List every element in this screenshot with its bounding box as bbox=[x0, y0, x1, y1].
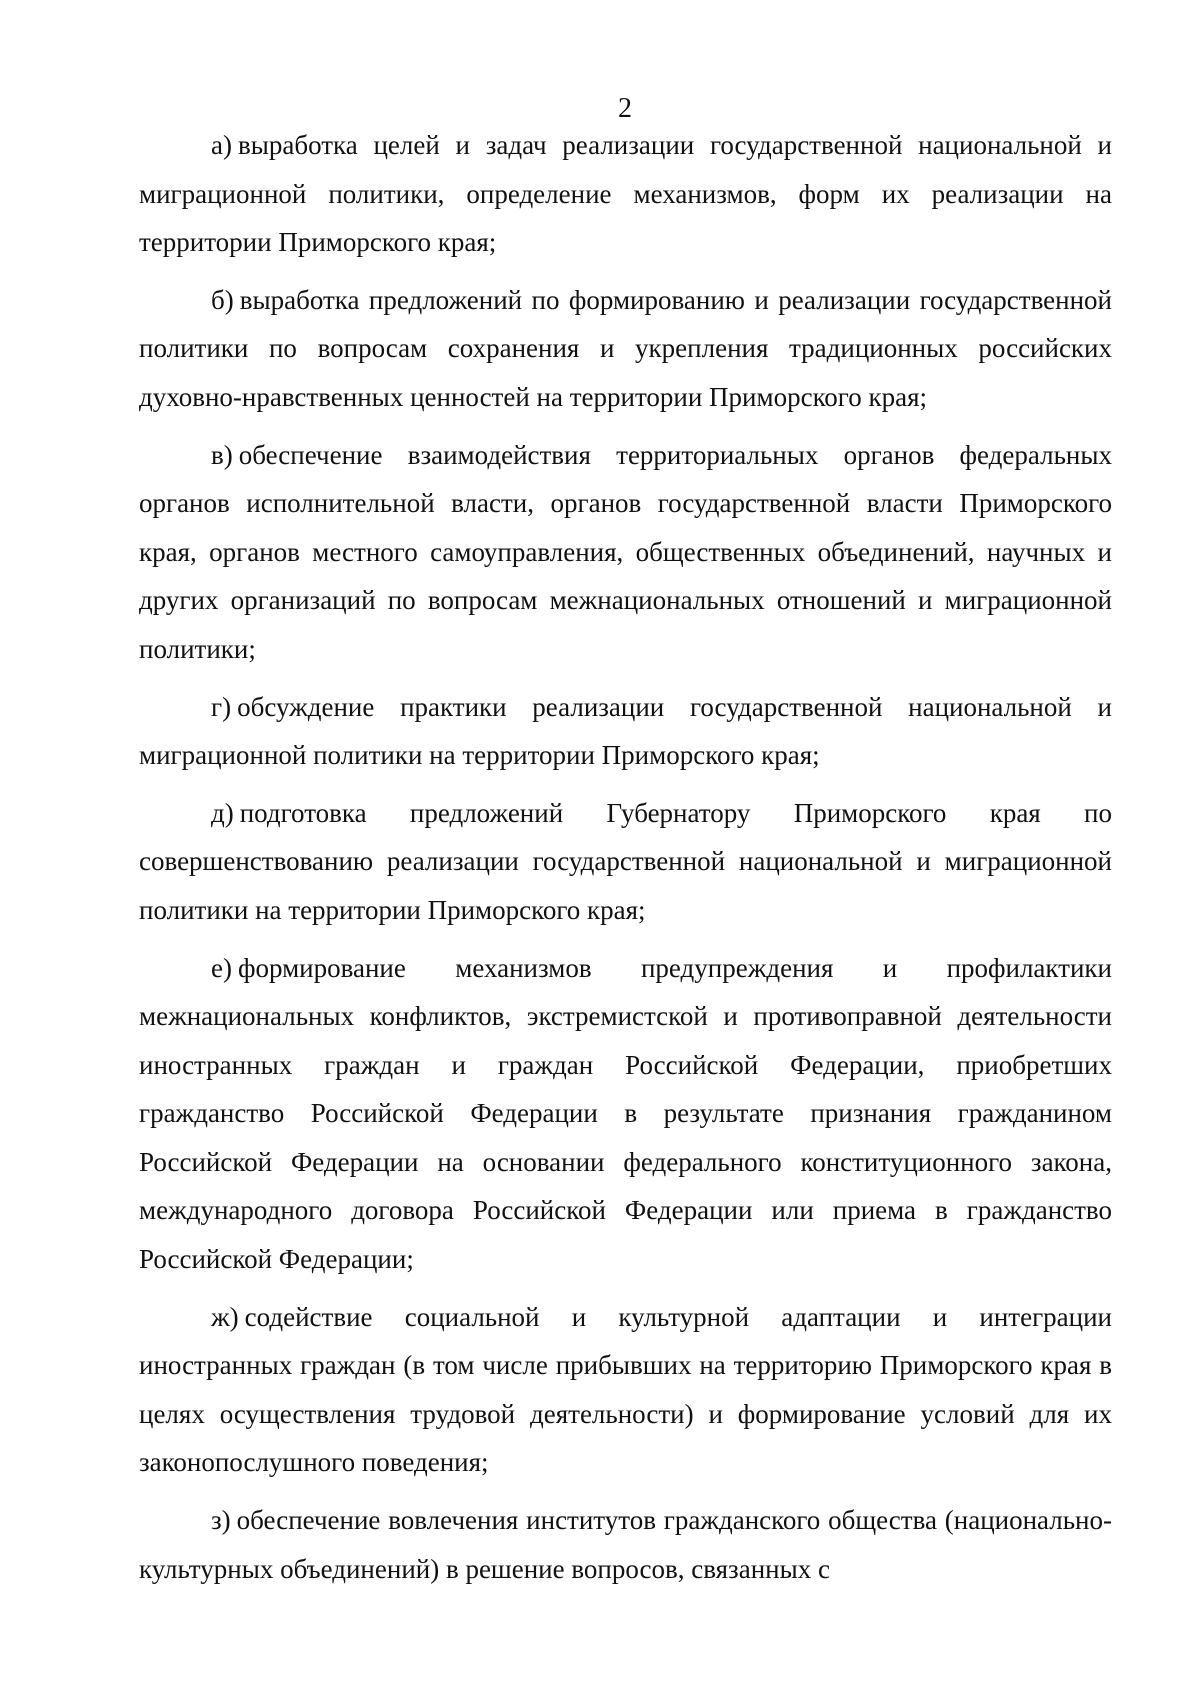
item-text: формирование механизмов предупреждения и профилактики межнациональных конфликтов, экстремистской и противоправной деятельности иностранных граждан и граждан Российской Федерации, приобретших гражданство Российской Федерации в результате признания гражданином Российской Федерации на основании федерального конституционного закона, международного договора Российской Федерации или приема в гражданство Российской Федерации; bbox=[139, 952, 1112, 1275]
item-marker: д) bbox=[211, 797, 234, 828]
page-number: 2 bbox=[618, 93, 632, 124]
item-text: обсуждение практики реализации государственной национальной и миграционной политики на территории Приморского края; bbox=[139, 691, 1112, 771]
item-marker: г) bbox=[211, 691, 232, 722]
item-marker: б) bbox=[211, 284, 234, 315]
item-marker: в) bbox=[211, 439, 233, 470]
list-item bbox=[139, 1293, 1112, 1487]
item-text: содействие социальной и культурной адаптации и интеграции иностранных граждан (в том числе прибывших на территорию Приморского края в целях осуществления трудовой деятельности) и формирование условий для их законопослушного поведения; bbox=[139, 1301, 1112, 1478]
item-text: обеспечение вовлечения институтов гражданского общества (национально-культурных объединений) в решение вопросов, связанных с bbox=[139, 1505, 1112, 1584]
list-item bbox=[139, 276, 1112, 422]
item-marker: з) bbox=[211, 1505, 231, 1536]
item-text: обеспечение взаимодействия территориальных органов федеральных органов исполнительной власти, органов государственной власти Приморского края, органов местного самоуправления, общественных объединений, научных и других организаций по вопросам межнациональных отношений и миграционной политики; bbox=[139, 439, 1112, 664]
item-marker: ж) bbox=[211, 1301, 239, 1332]
list-item bbox=[139, 789, 1112, 935]
item-text: выработка целей и задач реализации государственной национальной и миграционной политики, определение механизмов, форм их реализации на территории Приморского края; bbox=[139, 130, 1112, 258]
list-item bbox=[139, 121, 1112, 267]
item-marker: е) bbox=[211, 952, 232, 983]
document-body bbox=[139, 121, 1112, 1602]
list-item bbox=[139, 683, 1112, 780]
item-marker: а) bbox=[211, 130, 232, 160]
list-item bbox=[139, 1496, 1112, 1593]
item-text: выработка предложений по формированию и реализации государственной политики по вопросам сохранения и укрепления традиционных российских духовно-нравственных ценностей на территории Приморского края; bbox=[139, 284, 1112, 412]
item-text: подготовка предложений Губернатору Приморского края по совершенствованию реализации государственной национальной и миграционной политики на территории Приморского края; bbox=[139, 797, 1112, 925]
list-item bbox=[139, 944, 1112, 1284]
list-item bbox=[139, 431, 1112, 674]
